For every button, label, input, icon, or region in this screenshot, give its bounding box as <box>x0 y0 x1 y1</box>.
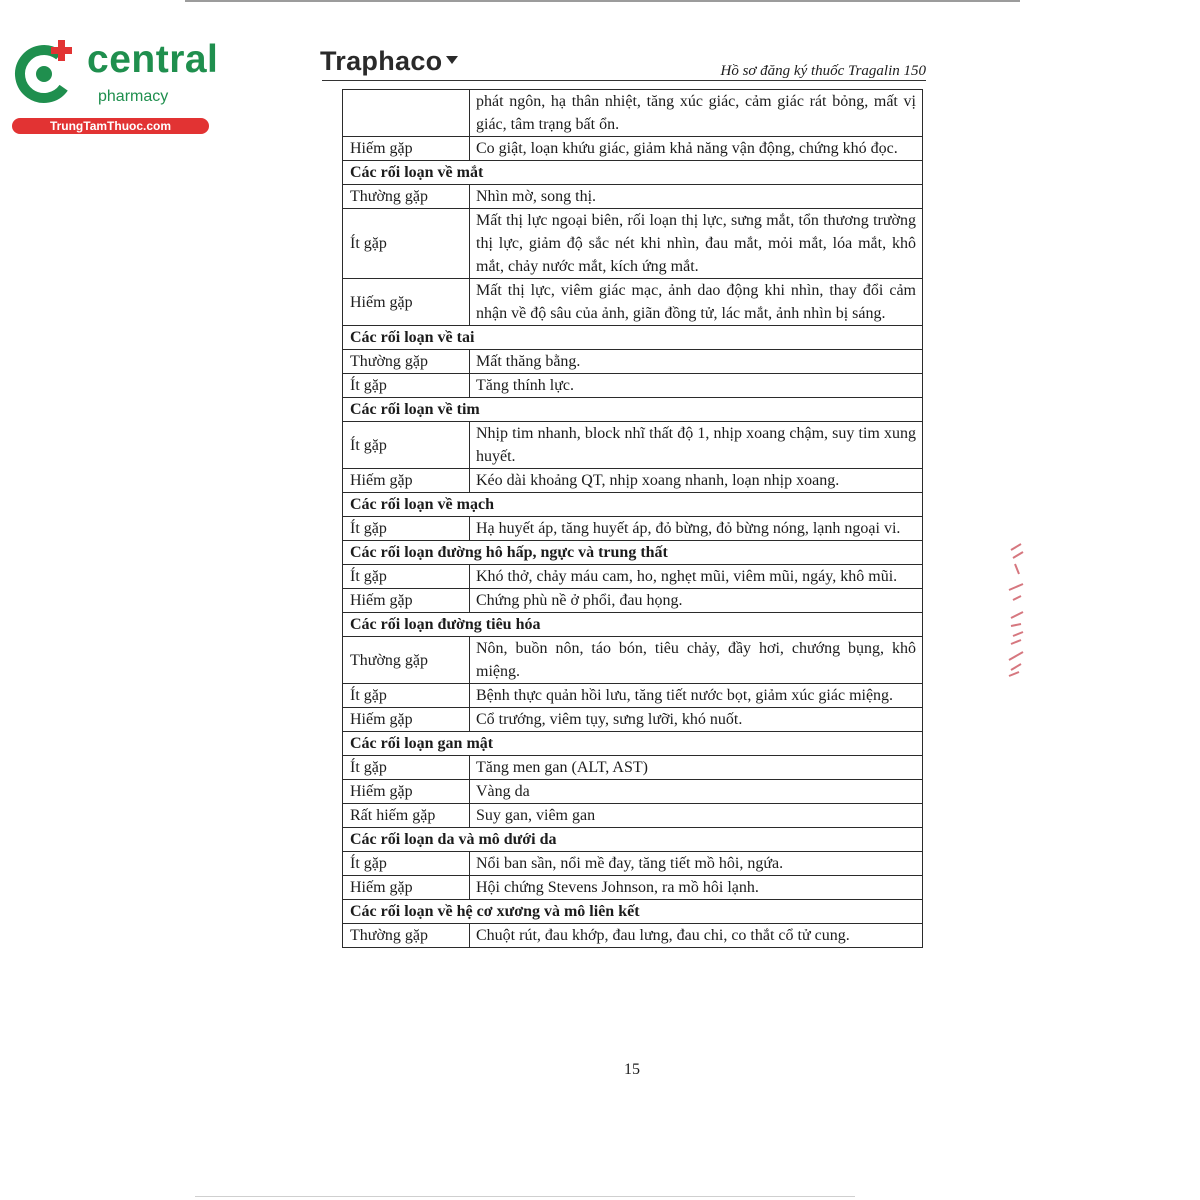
red-stamp-mark <box>1003 540 1031 680</box>
category-heading: Các rối loạn về tim <box>343 398 923 422</box>
central-pharmacy-logo <box>10 36 225 136</box>
table-row <box>343 924 923 948</box>
frequency-cell: Ít gặp <box>343 565 470 589</box>
category-row <box>343 493 923 517</box>
frequency-cell: Ít gặp <box>343 852 470 876</box>
description-cell: Vàng da <box>470 780 923 804</box>
logo-name: central <box>87 38 219 81</box>
adverse-effects-table-body <box>343 90 923 948</box>
logo-subtitle: pharmacy <box>98 88 169 105</box>
table-row <box>343 780 923 804</box>
description-cell: Chuột rút, đau khớp, đau lưng, đau chi, co thắt cổ tử cung. <box>470 924 923 948</box>
category-row <box>343 900 923 924</box>
frequency-cell: Hiếm gặp <box>343 708 470 732</box>
frequency-cell: Hiếm gặp <box>343 469 470 493</box>
header-divider <box>322 80 926 81</box>
table-row <box>343 374 923 398</box>
frequency-cell <box>343 90 470 137</box>
category-row <box>343 398 923 422</box>
description-cell: Cổ trướng, viêm tụy, sưng lưỡi, khó nuốt. <box>470 708 923 732</box>
description-cell: Co giật, loạn khứu giác, giảm khả năng vận động, chứng khó đọc. <box>470 137 923 161</box>
description-cell: Nổi ban sần, nổi mề đay, tăng tiết mồ hôi, ngứa. <box>470 852 923 876</box>
category-heading: Các rối loạn về mạch <box>343 493 923 517</box>
category-row <box>343 732 923 756</box>
table-row <box>343 137 923 161</box>
category-row <box>343 613 923 637</box>
frequency-cell: Ít gặp <box>343 684 470 708</box>
table-row <box>343 876 923 900</box>
table-row <box>343 422 923 469</box>
frequency-cell: Ít gặp <box>343 209 470 279</box>
table-row <box>343 804 923 828</box>
description-cell: Khó thở, chảy máu cam, ho, nghẹt mũi, viêm mũi, ngáy, khô mũi. <box>470 565 923 589</box>
description-cell: Hội chứng Stevens Johnson, ra mồ hôi lạnh. <box>470 876 923 900</box>
pharmacy-cross-logo-icon <box>10 36 82 108</box>
description-cell: Tăng thính lực. <box>470 374 923 398</box>
traphaco-leaf-icon <box>445 55 459 65</box>
table-row <box>343 185 923 209</box>
document-title: Hồ sơ đăng ký thuốc Tragalin 150 <box>720 63 926 79</box>
description-cell: Chứng phù nề ở phổi, đau họng. <box>470 589 923 613</box>
adverse-effects-table <box>342 89 923 948</box>
category-heading: Các rối loạn về tai <box>343 326 923 350</box>
frequency-cell: Hiếm gặp <box>343 589 470 613</box>
logo-url: TrungTamThuoc.com <box>12 118 209 134</box>
description-cell: Hạ huyết áp, tăng huyết áp, đỏ bừng, đỏ bừng nóng, lạnh ngoại vi. <box>470 517 923 541</box>
description-cell: Suy gan, viêm gan <box>470 804 923 828</box>
table-row <box>343 589 923 613</box>
description-cell: Bệnh thực quản hồi lưu, tăng tiết nước bọt, giảm xúc giác miệng. <box>470 684 923 708</box>
table-row <box>343 469 923 493</box>
frequency-cell: Thường gặp <box>343 350 470 374</box>
description-cell: Nhìn mờ, song thị. <box>470 185 923 209</box>
table-row <box>343 209 923 279</box>
frequency-cell: Hiếm gặp <box>343 279 470 326</box>
category-row <box>343 828 923 852</box>
table-row <box>343 708 923 732</box>
frequency-cell: Ít gặp <box>343 422 470 469</box>
table-row <box>343 350 923 374</box>
category-heading: Các rối loạn da và mô dưới da <box>343 828 923 852</box>
table-row <box>343 684 923 708</box>
frequency-cell: Ít gặp <box>343 756 470 780</box>
frequency-cell: Hiếm gặp <box>343 137 470 161</box>
table-row <box>343 565 923 589</box>
frequency-cell: Hiếm gặp <box>343 780 470 804</box>
description-cell: Mất thăng bằng. <box>470 350 923 374</box>
table-row <box>343 852 923 876</box>
table-row <box>343 279 923 326</box>
frequency-cell: Thường gặp <box>343 924 470 948</box>
table-row <box>343 90 923 137</box>
category-heading: Các rối loạn về hệ cơ xương và mô liên kết <box>343 900 923 924</box>
description-cell: phát ngôn, hạ thân nhiệt, tăng xúc giác, cảm giác rát bỏng, mất vị giác, tâm trạng bất ổn. <box>470 90 923 137</box>
table-row <box>343 756 923 780</box>
scan-bottom-edge <box>195 1196 855 1197</box>
frequency-cell: Ít gặp <box>343 374 470 398</box>
description-cell: Tăng men gan (ALT, AST) <box>470 756 923 780</box>
category-heading: Các rối loạn đường tiêu hóa <box>343 613 923 637</box>
table-row <box>343 637 923 684</box>
frequency-cell: Thường gặp <box>343 185 470 209</box>
frequency-cell: Thường gặp <box>343 637 470 684</box>
description-cell: Kéo dài khoảng QT, nhịp xoang nhanh, loạn nhịp xoang. <box>470 469 923 493</box>
traphaco-brand: Traphaco <box>320 46 443 76</box>
category-row <box>343 541 923 565</box>
category-heading: Các rối loạn về mắt <box>343 161 923 185</box>
category-heading: Các rối loạn gan mật <box>343 732 923 756</box>
description-cell: Mất thị lực, viêm giác mạc, ảnh dao động khi nhìn, thay đổi cảm nhận về độ sâu của ảnh, giãn đồng tử, lác mắt, ảnh nhìn bị sáng. <box>470 279 923 326</box>
category-heading: Các rối loạn đường hô hấp, ngực và trung thất <box>343 541 923 565</box>
frequency-cell: Ít gặp <box>343 517 470 541</box>
category-row <box>343 326 923 350</box>
description-cell: Nôn, buồn nôn, táo bón, tiêu chảy, đầy hơi, chướng bụng, khô miệng. <box>470 637 923 684</box>
page-number: 15 <box>624 1061 640 1078</box>
category-row <box>343 161 923 185</box>
frequency-cell: Rất hiếm gặp <box>343 804 470 828</box>
description-cell: Nhịp tim nhanh, block nhĩ thất độ 1, nhịp xoang chậm, suy tim xung huyết. <box>470 422 923 469</box>
scan-top-edge <box>185 0 1020 5</box>
description-cell: Mất thị lực ngoại biên, rối loạn thị lực, sưng mắt, tổn thương trường thị lực, giảm độ sắc nét khi nhìn, đau mắt, mỏi mắt, lóa mắt, khô mắt, chảy nước mắt, kích ứng mắt. <box>470 209 923 279</box>
table-row <box>343 517 923 541</box>
frequency-cell: Hiếm gặp <box>343 876 470 900</box>
